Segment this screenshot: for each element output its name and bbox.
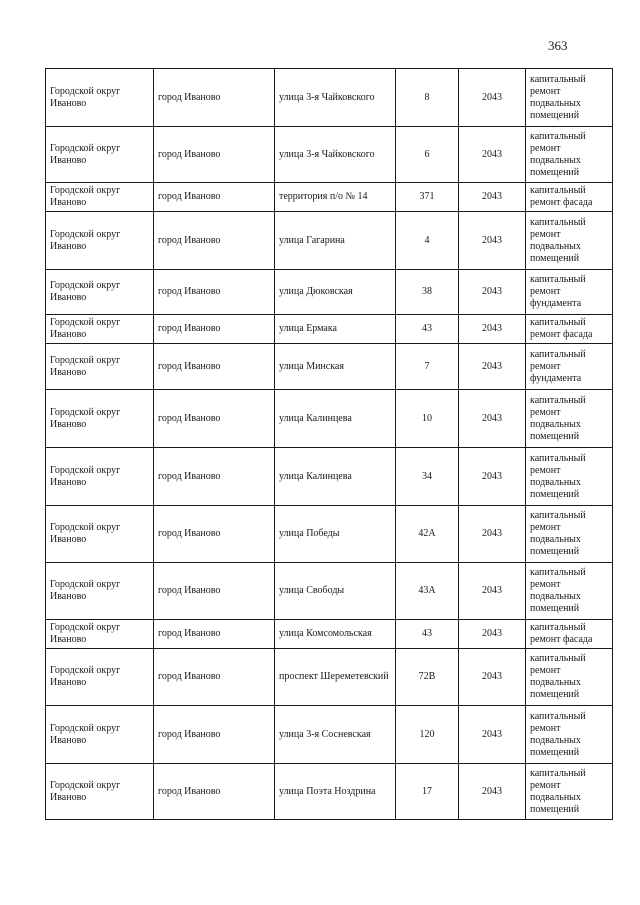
city-cell: город Иваново	[154, 706, 275, 764]
year-cell: 2043	[459, 506, 526, 563]
work-type-cell: капитальный ремонт подвальных помещений	[526, 506, 613, 563]
house-number-cell: 8	[396, 69, 459, 127]
street-cell: улица Дюковская	[275, 270, 396, 315]
street-cell: проспект Шереметевский	[275, 649, 396, 706]
page-number: 363	[548, 38, 568, 53]
city-cell: город Иваново	[154, 620, 275, 649]
house-number-cell: 38	[396, 270, 459, 315]
table-row	[46, 448, 613, 506]
street-cell: улица Победы	[275, 506, 396, 563]
district-cell: Городской округ Иваново	[46, 563, 154, 620]
city-cell: город Иваново	[154, 183, 275, 212]
work-type-cell: капитальный ремонт подвальных помещений	[526, 706, 613, 764]
year-cell: 2043	[459, 127, 526, 183]
street-cell: улица Свободы	[275, 563, 396, 620]
district-cell: Городской округ Иваново	[46, 315, 154, 344]
house-number-cell: 371	[396, 183, 459, 212]
work-type-cell: капитальный ремонт подвальных помещений	[526, 448, 613, 506]
city-cell: город Иваново	[154, 69, 275, 127]
street-cell: улица 3-я Сосневская	[275, 706, 396, 764]
work-type-cell: капитальный ремонт фасада	[526, 183, 613, 212]
work-type-cell: капитальный ремонт подвальных помещений	[526, 127, 613, 183]
table-row	[46, 212, 613, 270]
table-row	[46, 706, 613, 764]
district-cell: Городской округ Иваново	[46, 620, 154, 649]
street-cell: улица Комсомольская	[275, 620, 396, 649]
street-cell: улица Калинцева	[275, 390, 396, 448]
district-cell: Городской округ Иваново	[46, 270, 154, 315]
registry-table	[45, 68, 613, 820]
year-cell: 2043	[459, 764, 526, 820]
street-cell: улица Минская	[275, 344, 396, 390]
table-row	[46, 390, 613, 448]
table-row	[46, 270, 613, 315]
year-cell: 2043	[459, 390, 526, 448]
city-cell: город Иваново	[154, 448, 275, 506]
district-cell: Городской округ Иваново	[46, 506, 154, 563]
district-cell: Городской округ Иваново	[46, 649, 154, 706]
district-cell: Городской округ Иваново	[46, 390, 154, 448]
district-cell: Городской округ Иваново	[46, 448, 154, 506]
house-number-cell: 43А	[396, 563, 459, 620]
year-cell: 2043	[459, 706, 526, 764]
house-number-cell: 7	[396, 344, 459, 390]
district-cell: Городской округ Иваново	[46, 212, 154, 270]
table-row	[46, 69, 613, 127]
district-cell: Городской округ Иваново	[46, 127, 154, 183]
street-cell: улица Гагарина	[275, 212, 396, 270]
city-cell: город Иваново	[154, 506, 275, 563]
work-type-cell: капитальный ремонт подвальных помещений	[526, 764, 613, 820]
street-cell: улица 3-я Чайковского	[275, 127, 396, 183]
year-cell: 2043	[459, 620, 526, 649]
house-number-cell: 4	[396, 212, 459, 270]
year-cell: 2043	[459, 315, 526, 344]
house-number-cell: 6	[396, 127, 459, 183]
district-cell: Городской округ Иваново	[46, 764, 154, 820]
city-cell: город Иваново	[154, 563, 275, 620]
city-cell: город Иваново	[154, 270, 275, 315]
house-number-cell: 17	[396, 764, 459, 820]
year-cell: 2043	[459, 183, 526, 212]
year-cell: 2043	[459, 448, 526, 506]
table-row	[46, 620, 613, 649]
house-number-cell: 34	[396, 448, 459, 506]
house-number-cell: 42А	[396, 506, 459, 563]
table-row	[46, 127, 613, 183]
street-cell: территория п/о № 14	[275, 183, 396, 212]
city-cell: город Иваново	[154, 764, 275, 820]
year-cell: 2043	[459, 270, 526, 315]
year-cell: 2043	[459, 344, 526, 390]
city-cell: город Иваново	[154, 390, 275, 448]
city-cell: город Иваново	[154, 212, 275, 270]
work-type-cell: капитальный ремонт подвальных помещений	[526, 69, 613, 127]
city-cell: город Иваново	[154, 315, 275, 344]
street-cell: улица Калинцева	[275, 448, 396, 506]
table-row	[46, 649, 613, 706]
work-type-cell: капитальный ремонт фундамента	[526, 344, 613, 390]
city-cell: город Иваново	[154, 127, 275, 183]
table-row	[46, 506, 613, 563]
district-cell: Городской округ Иваново	[46, 344, 154, 390]
city-cell: город Иваново	[154, 344, 275, 390]
work-type-cell: капитальный ремонт фасада	[526, 315, 613, 344]
year-cell: 2043	[459, 69, 526, 127]
year-cell: 2043	[459, 212, 526, 270]
district-cell: Городской округ Иваново	[46, 706, 154, 764]
house-number-cell: 120	[396, 706, 459, 764]
year-cell: 2043	[459, 649, 526, 706]
district-cell: Городской округ Иваново	[46, 183, 154, 212]
street-cell: улица Ермака	[275, 315, 396, 344]
registry-table-body	[46, 69, 613, 820]
work-type-cell: капитальный ремонт фундамента	[526, 270, 613, 315]
house-number-cell: 10	[396, 390, 459, 448]
work-type-cell: капитальный ремонт подвальных помещений	[526, 563, 613, 620]
table-row	[46, 183, 613, 212]
street-cell: улица Поэта Ноздрина	[275, 764, 396, 820]
work-type-cell: капитальный ремонт фасада	[526, 620, 613, 649]
house-number-cell: 43	[396, 315, 459, 344]
table-row	[46, 315, 613, 344]
street-cell: улица 3-я Чайковского	[275, 69, 396, 127]
table-row	[46, 344, 613, 390]
city-cell: город Иваново	[154, 649, 275, 706]
year-cell: 2043	[459, 563, 526, 620]
table-row	[46, 563, 613, 620]
work-type-cell: капитальный ремонт подвальных помещений	[526, 649, 613, 706]
district-cell: Городской округ Иваново	[46, 69, 154, 127]
work-type-cell: капитальный ремонт подвальных помещений	[526, 390, 613, 448]
house-number-cell: 43	[396, 620, 459, 649]
table-row	[46, 764, 613, 820]
house-number-cell: 72В	[396, 649, 459, 706]
work-type-cell: капитальный ремонт подвальных помещений	[526, 212, 613, 270]
